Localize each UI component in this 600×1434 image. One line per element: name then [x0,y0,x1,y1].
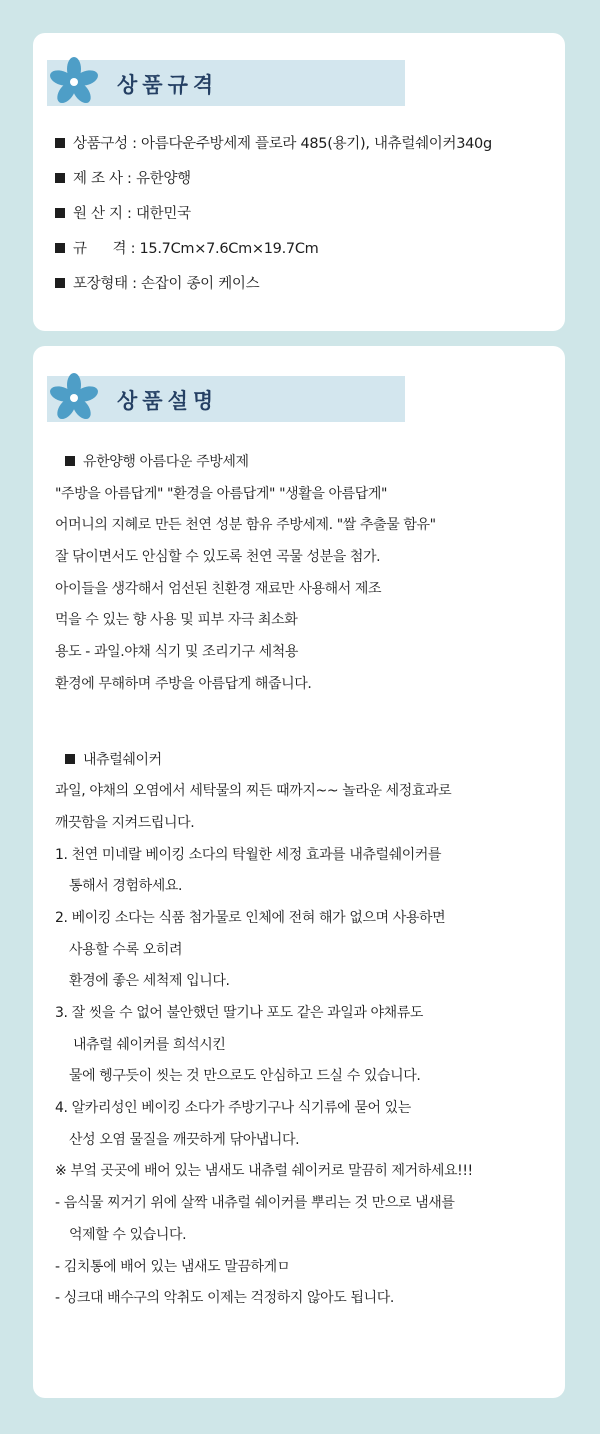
spec-heading-bar [47,60,405,106]
text-line: 과일, 야채의 오염에서 세탁물의 찌든 때까지~~ 놀라운 세정효과로 [55,783,452,800]
point-3-cont: 내츄럴 쉐이커를 희석시킨 [73,1036,226,1053]
spec-title: 상품규격 [117,73,219,97]
description-body [55,451,560,1319]
text-line: 어머니의 지혜로 만든 천연 성분 함유 주방세제. "쌀 추출물 함유" [55,517,436,534]
spec-item-packaging: 포장형태 : 손잡이 종이 케이스 [55,273,492,308]
flower-icon [47,370,103,426]
square-bullet-icon [55,138,65,148]
square-bullet-icon [55,173,65,183]
note-line: ※ 부엌 곳곳에 배어 있는 냄새도 내츄럴 쉐이커로 말끔히 제거하세요!!! [55,1163,473,1180]
point-1: 1. 천연 미네랄 베이킹 소다의 탁월한 세정 효과를 내츄럴쉐이커를 [55,846,442,863]
text-line: 깨끗함을 지켜드립니다. [55,814,195,831]
point-2: 2. 베이킹 소다는 식품 첨가물로 인체에 전혀 해가 없으며 사용하면 [55,909,446,926]
text-line: 잘 닦이면서도 안심할 수 있도록 천연 곡물 성분을 첨가. [55,549,381,566]
spec-list [55,133,492,308]
text-line: 아이들을 생각해서 엄선된 친환경 재료만 사용해서 제조 [55,580,382,597]
point-3: 3. 잘 씻을 수 없어 불안했던 딸기나 포도 같은 과일과 야채류도 [55,1005,424,1021]
text-line: 용도 - 과일.야채 식기 및 조리기구 세척용 [55,644,298,661]
spec-item-composition: 상품구성 : 아름다운주방세제 플로라 485(용기), 내츄럴쉐이커340g [55,133,492,168]
square-bullet-icon [55,243,65,253]
square-bullet-icon [55,208,65,218]
point-2-cont: 환경에 좋은 세척제 입니다. [69,973,230,990]
square-bullet-icon [55,278,65,288]
product2-heading: 내츄럴쉐이커 [55,749,560,781]
tip-2: - 김치통에 배어 있는 냄새도 말끔하게ㅁ [55,1258,290,1275]
point-4: 4. 알카리성인 베이킹 소다가 주방기구나 식기류에 묻어 있는 [55,1100,411,1117]
spec-item-dimensions: 규 격 : 15.7Cm×7.6Cm×19.7Cm [55,238,492,273]
flower-icon [47,54,103,110]
text-line: 환경에 무해하며 주방을 아름답게 해줍니다. [55,675,312,692]
square-bullet-icon [65,754,75,764]
product1-heading: 유한양행 아름다운 주방세제 [55,451,560,483]
square-bullet-icon [65,456,75,466]
tip-1: - 음식물 찌거기 위에 살짝 내츄럴 쉐이커를 뿌리는 것 만으로 냄새를 [55,1195,455,1212]
point-2-cont: 사용할 수록 오히려 [69,941,183,958]
text-line: 먹을 수 있는 향 사용 및 피부 자극 최소화 [55,612,298,629]
tip-1-cont: 억제할 수 있습니다. [69,1226,187,1243]
desc-heading-bar [47,376,405,422]
desc-title: 상품설명 [117,389,219,413]
description-card [33,346,565,1398]
point-1-cont: 통해서 경험하세요. [69,878,183,895]
spec-card [33,33,565,331]
text-line: "주방을 아름답게" "환경을 아름답게" "생활을 아름답게" [55,485,388,502]
point-4-cont: 산성 오염 물질을 깨끗하게 닦아냅니다. [69,1131,300,1148]
tip-3: - 싱크대 배수구의 악취도 이제는 걱정하지 않아도 됩니다. [55,1290,394,1307]
spec-item-manufacturer: 제 조 사 : 유한양행 [55,168,492,203]
point-3-cont: 물에 헹구듯이 씻는 것 만으로도 안심하고 드실 수 있습니다. [69,1068,421,1085]
spec-item-origin: 원 산 지 : 대한민국 [55,203,492,238]
